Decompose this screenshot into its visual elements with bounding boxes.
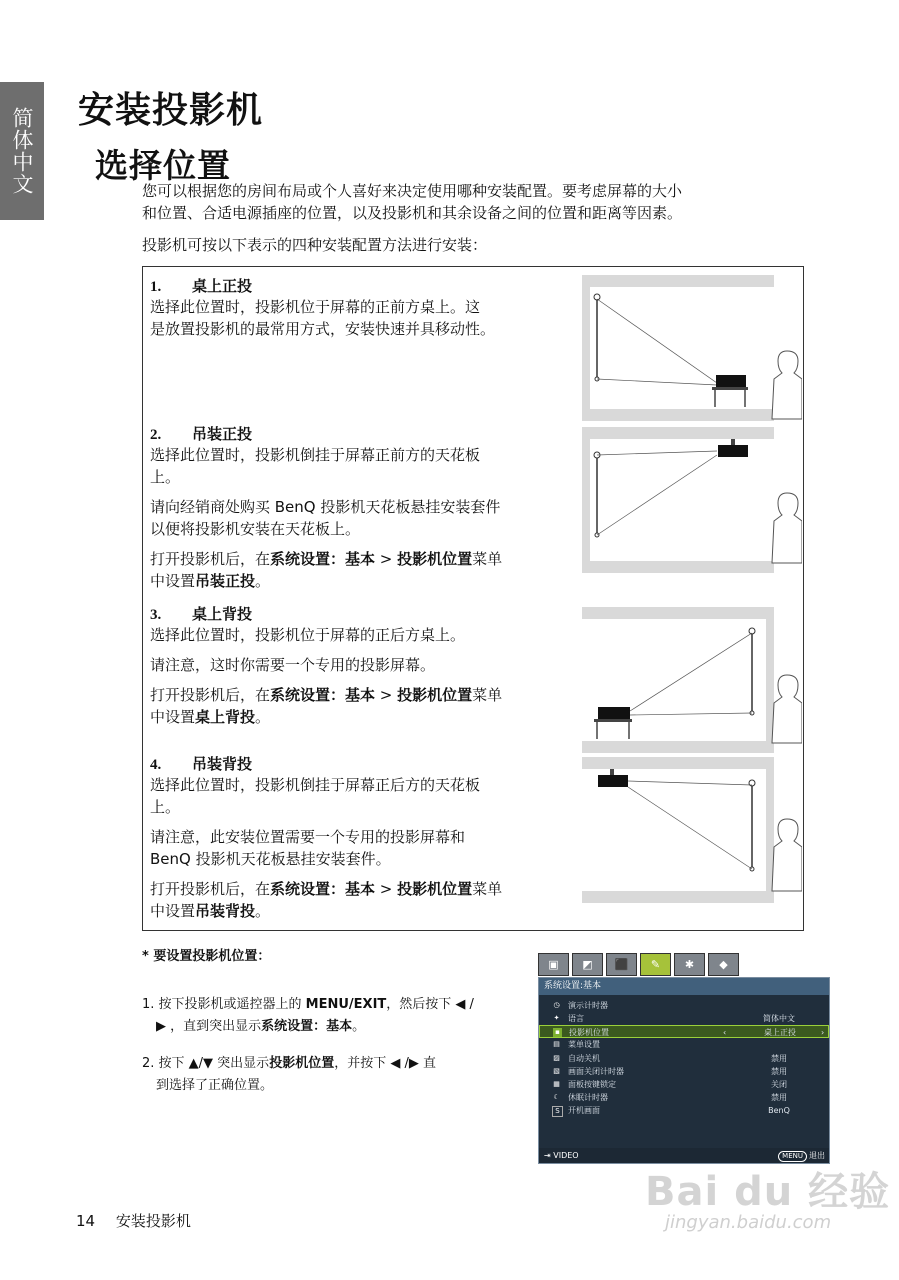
- page-title: 安装投影机: [78, 90, 264, 131]
- option-heading: [150, 603, 580, 624]
- osd-row-value: 禁用: [771, 1067, 787, 1076]
- step-line: [142, 994, 522, 1016]
- option-text: BenQ 投影机天花板悬挂安装套件。: [150, 850, 391, 868]
- step-line: 到选择了正确位置。: [156, 1078, 274, 1093]
- menu-path: 系统设置：基本: [270, 550, 376, 568]
- option-text: 选择此位置时，投影机倒挂于屏幕正后方的天花板: [150, 776, 481, 794]
- intro-line: 和位置、合适电源插座的位置，以及投影机和其余设备之间的位置和距离等因素。: [142, 204, 683, 222]
- osd-row-label: 语言: [568, 1014, 584, 1023]
- key-name: MENU/EXIT: [305, 997, 387, 1012]
- menu-path: 系统设置：基本: [261, 1019, 353, 1034]
- osd-row: [539, 1012, 829, 1025]
- osd-row-value: 禁用: [771, 1054, 787, 1063]
- exit-label: 退出: [809, 1151, 825, 1160]
- text-run: 。: [255, 902, 271, 920]
- intro-paragraph: [142, 180, 682, 224]
- projector-position-icon: ▪: [553, 1028, 562, 1037]
- language-icon: ✦: [553, 1014, 560, 1022]
- option-title: 吊装背投: [192, 755, 253, 773]
- text-run: 中设置: [150, 708, 196, 726]
- steps-heading: * 要设置投影机位置：: [142, 949, 271, 964]
- watermark-logo: Bai du 经验: [645, 1169, 891, 1215]
- option-number: 2.: [150, 427, 162, 443]
- menu-item-name: 投影机位置: [397, 686, 473, 704]
- input-source-icon: ⇥: [544, 1151, 554, 1160]
- option-text: 上。: [150, 468, 181, 486]
- installation-options-box: [142, 266, 804, 931]
- option-number: 4.: [150, 757, 162, 773]
- intro-line: 您可以根据您的房间布局或个人喜好来决定使用哪种安装配置。要考虑屏幕的大小: [142, 182, 683, 200]
- osd-row-label: 画面关闭计时器: [568, 1067, 624, 1076]
- step-2: [142, 1053, 522, 1097]
- sleep-timer-icon: ☾: [553, 1093, 560, 1101]
- option-heading: [150, 753, 580, 774]
- option-front-table: [150, 275, 570, 340]
- option-text: 选择此位置时，投影机位于屏幕的正前方桌上。这: [150, 298, 481, 316]
- left-arrow-icon: ‹: [723, 1028, 727, 1037]
- text-run: 菜单: [472, 880, 503, 898]
- text-run: ，然后按下 ◀ /: [386, 997, 474, 1012]
- osd-panel: [538, 977, 830, 1164]
- osd-row-label: 菜单设置: [568, 1040, 600, 1049]
- section-title: 选择位置: [95, 146, 231, 185]
- option-heading: [150, 423, 580, 444]
- footer-title: 安装投影机: [115, 1212, 191, 1230]
- osd-footer-source: [544, 1148, 579, 1163]
- osd-row-value: 禁用: [771, 1093, 787, 1102]
- setting-value: 桌上背投: [195, 708, 256, 726]
- osd-row: [539, 1038, 829, 1051]
- step-line: [142, 1016, 522, 1038]
- option-text: 上。: [150, 798, 181, 816]
- option-menu-instruction: [150, 684, 580, 706]
- text-run: 。: [352, 1019, 366, 1034]
- option-text: 请注意，这时你需要一个专用的投影屏幕。: [150, 656, 436, 674]
- osd-row-value: 简体中文: [763, 1014, 795, 1023]
- text-run: >: [375, 686, 398, 704]
- text-run: 。: [255, 708, 271, 726]
- text-run: >: [375, 880, 398, 898]
- text-run: >: [375, 550, 398, 568]
- watermark-url: jingyan.baidu.com: [665, 1212, 832, 1233]
- text-run: ▶ ，直到突出显示: [156, 1019, 262, 1034]
- text-run: ，并按下 ◀ /▶ 直: [334, 1056, 436, 1071]
- osd-row: [539, 999, 829, 1012]
- step-line: [142, 1053, 522, 1075]
- page-number: 14: [76, 1212, 96, 1230]
- menu-settings-icon: ▤: [553, 1040, 560, 1048]
- text-run: 菜单: [472, 686, 503, 704]
- osd-row-label: 开机画面: [568, 1106, 600, 1115]
- illustration-rear-ceiling: [582, 757, 802, 905]
- text-run: 打开投影机后，在: [150, 880, 271, 898]
- text-run: 中设置: [150, 572, 196, 590]
- setting-value: 吊装正投: [195, 572, 256, 590]
- display-tab-icon: ▣: [538, 953, 569, 976]
- osd-row-label: 投影机位置: [569, 1028, 609, 1037]
- text-run: 菜单: [472, 550, 503, 568]
- auto-off-icon: ▨: [553, 1054, 560, 1062]
- option-menu-instruction-2: [150, 706, 580, 728]
- osd-row-value: 桌上正投: [764, 1028, 796, 1037]
- osd-row-label: 休眠计时器: [568, 1093, 608, 1102]
- text-run: 打开投影机后，在: [150, 550, 271, 568]
- timer-icon: ◷: [553, 1001, 560, 1009]
- option-number: 3.: [150, 607, 162, 623]
- option-text: 以便将投影机安装在天花板上。: [150, 520, 361, 538]
- option-rear-ceiling: [150, 753, 580, 922]
- option-text: 请注意，此安装位置需要一个专用的投影屏幕和: [150, 828, 466, 846]
- option-rear-table: [150, 603, 580, 728]
- osd-row: [539, 1091, 829, 1104]
- text-run: 2. 按下 ▲/▼ 突出显示: [142, 1056, 270, 1071]
- option-menu-instruction-2: [150, 570, 580, 592]
- step-1: [142, 994, 522, 1038]
- illustration-rear-table: [582, 607, 802, 755]
- text-run: 中设置: [150, 902, 196, 920]
- system-advanced-tab-icon: ✱: [674, 953, 705, 976]
- osd-tab-bar: [538, 953, 830, 977]
- option-menu-instruction: [150, 878, 580, 900]
- source-tab-icon: ⬛: [606, 953, 637, 976]
- option-heading: [150, 275, 570, 296]
- right-arrow-icon: ›: [821, 1028, 825, 1037]
- osd-row-label: 面板按键锁定: [568, 1080, 616, 1089]
- osd-row: [539, 1052, 829, 1065]
- osd-row: [539, 1104, 829, 1117]
- text-run: 打开投影机后，在: [150, 686, 271, 704]
- option-text: 是放置投影机的最常用方式，安装快速并具移动性。: [150, 320, 496, 338]
- text-run: 。: [255, 572, 271, 590]
- source-label: VIDEO: [553, 1151, 579, 1160]
- illustration-front-table: [582, 275, 802, 423]
- language-side-tab: 简体中文: [0, 82, 44, 220]
- option-text: 选择此位置时，投影机位于屏幕的正后方桌上。: [150, 626, 466, 644]
- osd-row: [539, 1078, 829, 1091]
- option-title: 吊装正投: [192, 425, 253, 443]
- splash-screen-icon: S: [552, 1106, 563, 1117]
- system-basic-tab-icon: ✎: [640, 953, 671, 976]
- menu-item-name: 投影机位置: [397, 550, 473, 568]
- blank-timer-icon: ▧: [553, 1067, 560, 1075]
- option-title: 桌上正投: [192, 277, 253, 295]
- menu-item-name: 投影机位置: [269, 1056, 335, 1071]
- menu-path: 系统设置：基本: [270, 686, 376, 704]
- option-text: 选择此位置时，投影机倒挂于屏幕正前方的天花板: [150, 446, 481, 464]
- osd-row-label: 自动关机: [568, 1054, 600, 1063]
- picture-tab-icon: ◩: [572, 953, 603, 976]
- option-menu-instruction: [150, 548, 580, 570]
- menu-item-name: 投影机位置: [397, 880, 473, 898]
- page-footer: [76, 1210, 191, 1231]
- option-front-ceiling: [150, 423, 580, 592]
- illustration-front-ceiling: [582, 427, 802, 575]
- osd-row-selected: [539, 1025, 829, 1038]
- intro-paragraph-2: 投影机可按以下表示的四种安装配置方法进行安装：: [142, 236, 488, 254]
- osd-menu-screenshot: [538, 953, 830, 1164]
- text-run: 1. 按下投影机或遥控器上的: [142, 997, 306, 1012]
- osd-panel-header: 系统设置:基本: [539, 978, 829, 995]
- information-tab-icon: ◆: [708, 953, 739, 976]
- setting-value: 吊装背投: [195, 902, 256, 920]
- osd-row-value: BenQ: [768, 1106, 790, 1115]
- osd-row-label: 演示计时器: [568, 1001, 608, 1010]
- menu-path: 系统设置：基本: [270, 880, 376, 898]
- menu-key-icon: MENU: [778, 1151, 807, 1162]
- panel-lock-icon: ▦: [553, 1080, 560, 1088]
- option-text: 请向经销商处购买 BenQ 投影机天花板悬挂安装套件: [150, 498, 501, 516]
- option-menu-instruction-2: [150, 900, 580, 922]
- option-title: 桌上背投: [192, 605, 253, 623]
- osd-row: [539, 1065, 829, 1078]
- osd-row-value: 关闭: [771, 1080, 787, 1089]
- option-number: 1.: [150, 279, 162, 295]
